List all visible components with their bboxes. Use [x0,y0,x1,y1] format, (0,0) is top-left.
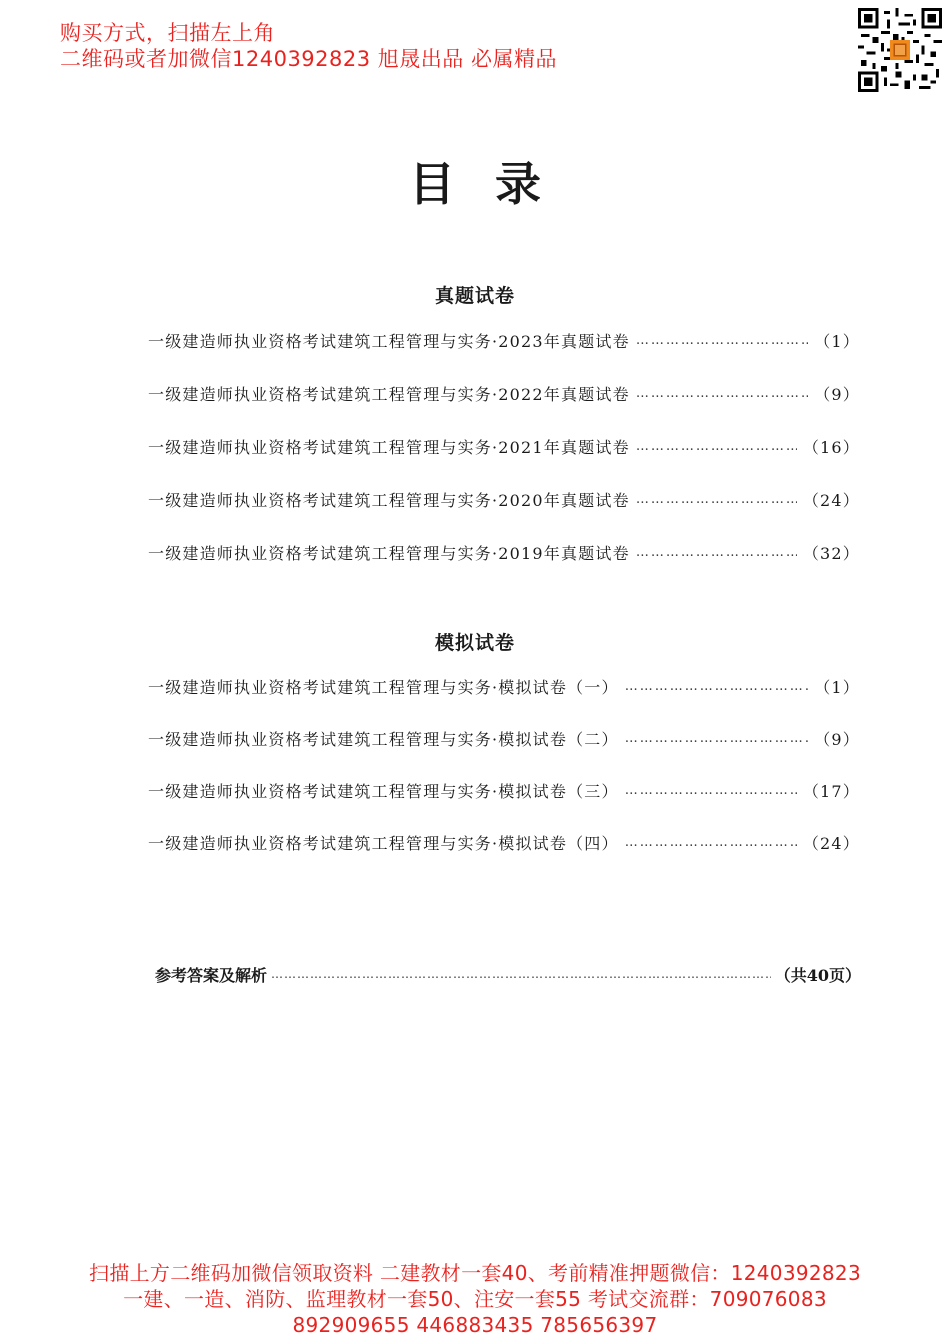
toc-entry-page: （9） [814,729,860,749]
toc-entry[interactable] [148,487,860,511]
qr-code-icon [858,8,942,92]
toc-entry-title: 一级建造师执业资格考试建筑工程管理与实务·2021年真题试卷 [148,437,630,457]
top-banner-line-2: 二维码或者加微信1240392823 旭晟出品 必属精品 [60,47,557,71]
toc-entry-title: 一级建造师执业资格考试建筑工程管理与实务·模拟试卷（三） [148,781,619,801]
toc-entry[interactable] [148,328,860,352]
bottom-banner-line-2: 一建、一造、消防、监理教材一套50、注安一套55 考试交流群：709076083 [123,1287,827,1311]
dot-leader [636,333,808,348]
toc-entry-page: （16） [802,437,860,457]
toc-entry-title: 一级建造师执业资格考试建筑工程管理与实务·2022年真题试卷 [148,384,630,404]
toc-entry-title: 一级建造师执业资格考试建筑工程管理与实务·模拟试卷（四） [148,833,619,853]
toc-entry-title: 一级建造师执业资格考试建筑工程管理与实务·2023年真题试卷 [148,331,630,351]
toc-entry[interactable] [148,540,860,564]
dot-leader [636,439,797,454]
bottom-banner [0,1260,950,1338]
toc-entry-title: 一级建造师执业资格考试建筑工程管理与实务·2019年真题试卷 [148,543,630,563]
toc-entry[interactable] [148,381,860,405]
toc-entry-page: （1） [814,331,860,351]
toc-entry-title: 一级建造师执业资格考试建筑工程管理与实务·模拟试卷（二） [148,729,619,749]
section-title-real-exams: 真题试卷 [434,285,515,307]
section-title-mock-exams: 模拟试卷 [434,632,515,654]
dot-leader [625,679,809,694]
dot-leader [636,545,797,560]
toc-entry-page: （24） [802,833,860,853]
dot-leader [625,783,797,798]
toc-entry-page: （32） [802,543,860,563]
toc-entry-title: 一级建造师执业资格考试建筑工程管理与实务·模拟试卷（一） [148,677,619,697]
toc-entry[interactable] [148,726,860,750]
toc-entry[interactable] [148,674,860,698]
dot-leader [625,835,797,850]
dot-leader [636,386,808,401]
toc-entry[interactable] [148,778,860,802]
page-title: 目录 [409,157,581,211]
toc-entry-page: （1） [814,677,860,697]
toc-entry-title: 一级建造师执业资格考试建筑工程管理与实务·2020年真题试卷 [148,490,630,510]
toc-entry-page: （24） [802,490,860,510]
dot-leader [625,731,809,746]
dot-leader [636,492,797,507]
top-banner [60,20,557,72]
bottom-banner-line-3: 892909655 446883435 785656397 [292,1313,658,1337]
toc-entry-page: （9） [814,384,860,404]
top-banner-line-1: 购买方式，扫描左上角 [60,21,275,45]
dot-leader [271,967,771,981]
toc-entry[interactable] [148,830,860,854]
toc-entry[interactable] [148,434,860,458]
toc-entry-answers[interactable] [155,962,861,986]
answers-page: （共40页） [774,965,861,985]
answers-title: 参考答案及解析 [155,965,268,985]
bottom-banner-line-1: 扫描上方二维码加微信领取资料 二建教材一套40、考前精准押题微信：1240392823 [89,1261,861,1285]
toc-entry-page: （17） [802,781,860,801]
